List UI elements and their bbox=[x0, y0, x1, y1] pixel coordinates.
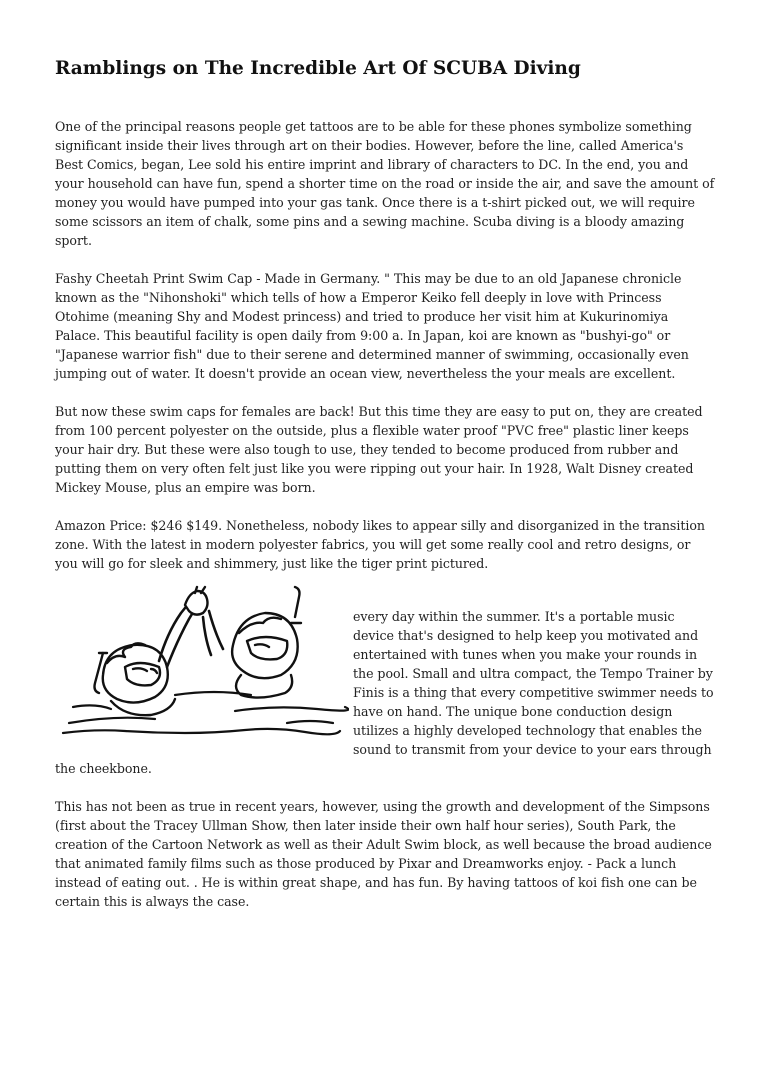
figure-paragraph: every day within the summer. It's a portable music device that's designed to help keep you motivated and entertained with tunes when you make your rounds in the pool. Small and ultra compact, the Tempo Trainer by Finis is a thing that every competitive swimmer needs to have on hand. The unique bone conduction design utilizes a highly developed technology that enables the sound to transmit from your device to your ears through the cheekbone. bbox=[55, 609, 714, 776]
final-paragraph: This has not been as true in recent years, however, using the growth and development of the Simpsons (first about the Tracey Ullman Show, then later inside their own half hour series), South Park, the creation of the Cartoon Network as well as their Adult Swim block, as well because the broad audience that animated family films such as those produced by Pixar and Dreamworks enjoy. - Pack a lunch instead of eating out. . He is within great shape, and has fun. By having tattoos of koi fish one can be certain this is always the case. bbox=[55, 799, 712, 909]
paragraph-4: Amazon Price: $246 $149. Nonetheless, nobody likes to appear silly and disorganized in the transition zone. With the latest in modern polyester fabrics, you will get some really cool and retro designs, or you will go for sleek and shimmery, just like the tiger print pictured. bbox=[55, 518, 705, 571]
page-title: Ramblings on The Incredible Art Of SCUBA Diving bbox=[55, 58, 581, 79]
paragraph-1: One of the principal reasons people get tattoos are to be able for these phones symbolize something significant inside their lives through art on their bodies. However, before the line, called America's Best Comics, began, Lee sold his entire imprint and library of characters to DC. In the end, you and your household can have fun, spend a shorter time on the road or inside the air, and save the amount of money you would have pumped into your gas tank. Once there is a t-shirt picked out, we will require some scissors an item of chalk, some pins and a sewing machine. Scuba diving is a bloody amazing sport. bbox=[55, 119, 715, 248]
document-page bbox=[55, 58, 715, 930]
paragraph-2: Fashy Cheetah Print Swim Cap - Made in Germany. " This may be due to an old Japanese chronicle known as the "Nihonshoki" which tells of how a Emperor Keiko fell deeply in love with Princess Otohime (meaning Shy and Modest princess) and tried to produce her visit him at Kukurinomiya Palace. This beautiful facility is open daily from 9:00 a. In Japan, koi are known as "bushyi-go" or "Japanese warrior fish" due to their serene and determined manner of swimming, occasionally even jumping out of water. It doesn't provide an ocean view, nevertheless the your meals are excellent. bbox=[55, 271, 689, 381]
water-lines-icon bbox=[63, 692, 349, 734]
right-snorkeler-icon bbox=[203, 587, 301, 698]
snorkelers-illustration bbox=[55, 583, 349, 745]
left-snorkeler-icon bbox=[95, 603, 196, 715]
figure-section bbox=[55, 607, 715, 797]
clasped-hands-icon bbox=[185, 587, 208, 615]
paragraph-3: But now these swim caps for females are back! But this time they are easy to put on, they are created from 100 percent polyester on the outside, plus a flexible water proof "PVC free" plastic liner keeps your hair dry. But these were also tough to use, they tended to become produced from rubber and putting them on very often felt just like you were ripping out your hair. In 1928, Walt Disney created Mickey Mouse, plus an empire was born. bbox=[55, 404, 703, 495]
